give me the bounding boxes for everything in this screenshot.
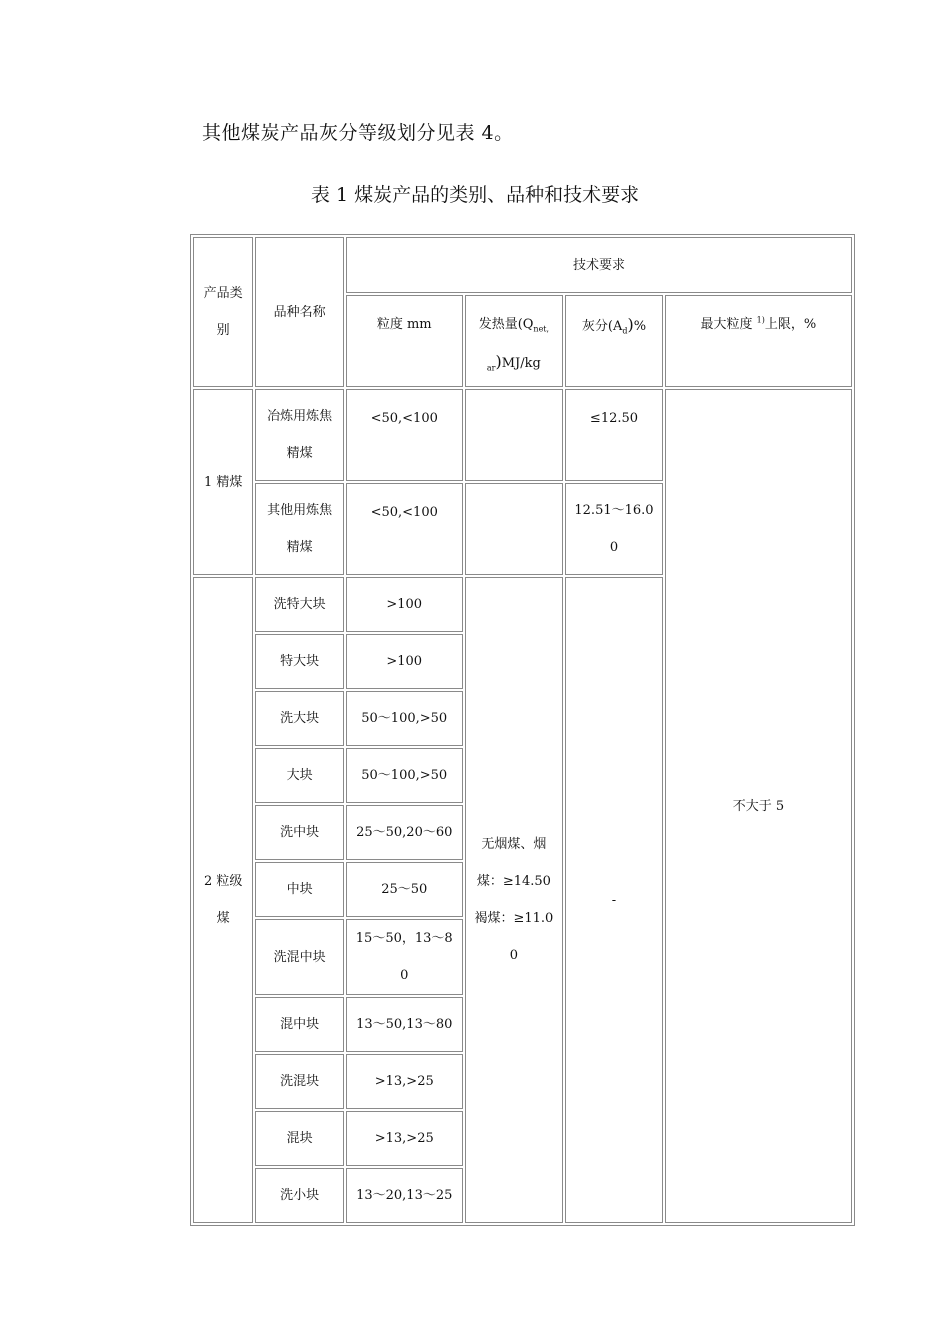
header-variety-name: 品种名称 bbox=[255, 237, 344, 387]
variety-cell: 混中块 bbox=[255, 997, 344, 1052]
max-size-note: 1) bbox=[756, 315, 765, 325]
ash-cell: - bbox=[565, 577, 663, 1223]
size-cell: >100 bbox=[346, 634, 463, 689]
max-size-prefix: 最大粒度 bbox=[700, 317, 753, 332]
size-cell: 13～20,13～25 bbox=[346, 1168, 463, 1223]
size-cell: 25～50 bbox=[346, 862, 463, 917]
size-cell: 13～50,13～80 bbox=[346, 997, 463, 1052]
table-caption: 表 1 煤炭产品的类别、品种和技术要求 bbox=[310, 184, 640, 206]
header-max-size bbox=[665, 295, 852, 387]
heat-cell bbox=[465, 483, 564, 575]
heat-cell bbox=[465, 389, 564, 481]
variety-cell: 洗混块 bbox=[255, 1054, 344, 1109]
ash-sub: d bbox=[622, 326, 628, 336]
heat-text-2: 褐煤：≥11.00 bbox=[474, 911, 554, 963]
variety-cell: 冶炼用炼焦精煤 bbox=[255, 389, 344, 481]
heat-unit: MJ/kg bbox=[501, 356, 541, 371]
ash-prefix: 灰分(A bbox=[581, 319, 623, 334]
size-cell: <50,<100 bbox=[346, 389, 463, 481]
variety-cell: 大块 bbox=[255, 748, 344, 803]
heat-cell bbox=[465, 577, 564, 1223]
heat-paren: ) bbox=[495, 352, 502, 371]
variety-cell: 混块 bbox=[255, 1111, 344, 1166]
variety-cell: 其他用炼焦精煤 bbox=[255, 483, 344, 575]
ash-cell: 12.51～16.00 bbox=[565, 483, 663, 575]
size-cell: <50,<100 bbox=[346, 483, 463, 575]
size-cell: 50～100,>50 bbox=[346, 691, 463, 746]
category-cell: 1 精煤 bbox=[193, 389, 253, 575]
table-row bbox=[193, 389, 852, 481]
variety-cell: 洗混中块 bbox=[255, 919, 344, 995]
variety-cell: 洗特大块 bbox=[255, 577, 344, 632]
variety-cell: 中块 bbox=[255, 862, 344, 917]
heat-prefix: 发热量(Q bbox=[478, 317, 534, 332]
header-heat-value bbox=[465, 295, 564, 387]
size-cell: 15～50，13～80 bbox=[346, 919, 463, 995]
size-cell: >13,>25 bbox=[346, 1111, 463, 1166]
header-product-category: 产品类别 bbox=[193, 237, 253, 387]
heat-text-1: 无烟煤、烟煤：≥14.50 bbox=[476, 837, 551, 889]
category-cell: 2 粒级煤 bbox=[193, 577, 253, 1223]
coal-spec-table bbox=[190, 234, 855, 1226]
variety-cell: 洗小块 bbox=[255, 1168, 344, 1223]
heat-sub2: ar bbox=[486, 363, 496, 373]
size-cell: >100 bbox=[346, 577, 463, 632]
variety-cell: 特大块 bbox=[255, 634, 344, 689]
header-tech-requirements: 技术要求 bbox=[346, 237, 852, 293]
size-cell: 25～50,20～60 bbox=[346, 805, 463, 860]
header-granularity: 粒度 mm bbox=[346, 295, 463, 387]
header-ash bbox=[565, 295, 663, 387]
size-cell: >13,>25 bbox=[346, 1054, 463, 1109]
size-cell: 50～100,>50 bbox=[346, 748, 463, 803]
max-size-suffix: 上限，% bbox=[764, 317, 817, 332]
heat-sub1: net, bbox=[533, 324, 550, 334]
ash-cell: ≤12.50 bbox=[565, 389, 663, 481]
intro-paragraph: 其他煤炭产品灰分等级划分见表 4。 bbox=[202, 122, 514, 144]
variety-cell: 洗中块 bbox=[255, 805, 344, 860]
ash-paren: ) bbox=[627, 315, 634, 334]
variety-cell: 洗大块 bbox=[255, 691, 344, 746]
ash-unit: % bbox=[633, 319, 647, 334]
max-size-cell: 不大于 5 bbox=[665, 389, 852, 1223]
